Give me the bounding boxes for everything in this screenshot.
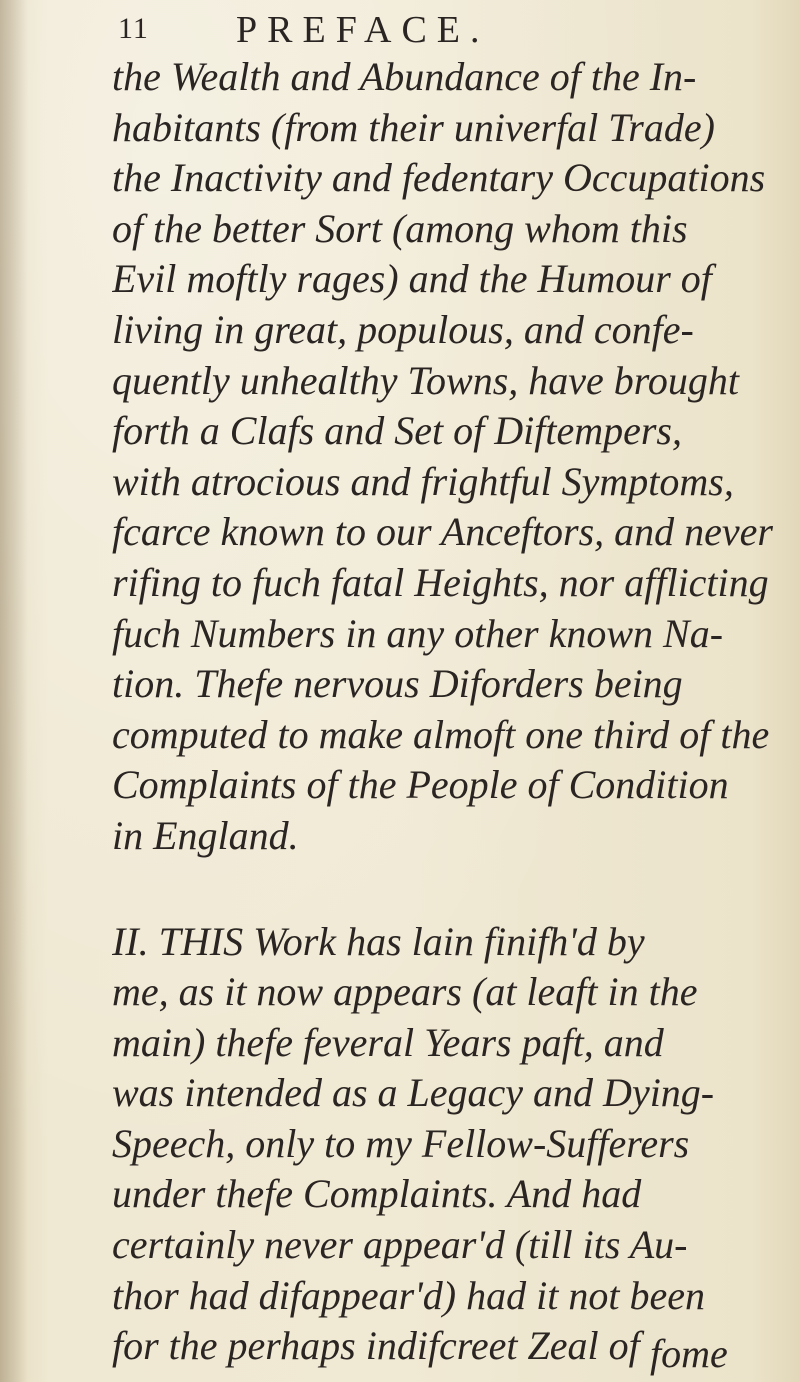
text-line: main) thefe feveral Years paft, and (112, 1019, 664, 1065)
text-line: tion. Thefe nervous Diforders being (112, 661, 683, 707)
text-line: fcarce known to our Anceftors, and never (112, 509, 773, 555)
catchword: fome (650, 1331, 728, 1376)
text-line: fuch Numbers in any other known Na- (112, 610, 724, 656)
running-title: PREFACE. (236, 9, 490, 51)
text-line: the Inactivity and fedentary Occupations (112, 155, 766, 201)
text-line: Complaints of the People of Condition (112, 762, 729, 808)
text-line: quently unhealthy Towns, have brought (112, 357, 739, 403)
text-line: for the perhaps indifcreet Zeal of (112, 1323, 640, 1369)
text-line: the Wealth and Abundance of the In- (112, 54, 697, 99)
text-line: forth a Clafs and Set of Diftempers, (112, 408, 682, 454)
gutter-shadow (0, 0, 28, 1382)
running-head (118, 8, 758, 52)
text-line: under thefe Complaints. And had (112, 1171, 642, 1217)
text-line: of the better Sort (among whom this (112, 205, 688, 251)
text-line: was intended as a Legacy and Dying- (112, 1070, 715, 1116)
text-line: certainly never appear'd (till its Au- (112, 1222, 688, 1268)
paragraph-gap (112, 862, 798, 917)
text-line: Evil moftly rages) and the Humour of (112, 256, 712, 302)
text-line: rifing to fuch fatal Heights, nor afflicting (112, 559, 769, 605)
text-line: me, as it now appears (at leaft in the (112, 969, 698, 1015)
text-line: computed to make almoft one third of the (112, 711, 770, 757)
page-number: 11 (118, 12, 149, 45)
text-line: living in great, populous, and confe- (112, 306, 694, 352)
text-line: with atrocious and frightful Symptoms, (112, 458, 734, 504)
paragraph-1 (112, 52, 798, 862)
text-line: Speech, only to my Fellow-Sufferers (112, 1120, 690, 1166)
text-line: II. THIS Work has lain finifh'd by (112, 918, 645, 964)
body-text (112, 52, 798, 1372)
text-line: thor had difappear'd) had it not been (112, 1272, 705, 1318)
paragraph-2 (112, 917, 798, 1372)
text-line: habitants (from their univerfal Trade) (112, 104, 715, 150)
text-line: in England. (112, 812, 299, 858)
